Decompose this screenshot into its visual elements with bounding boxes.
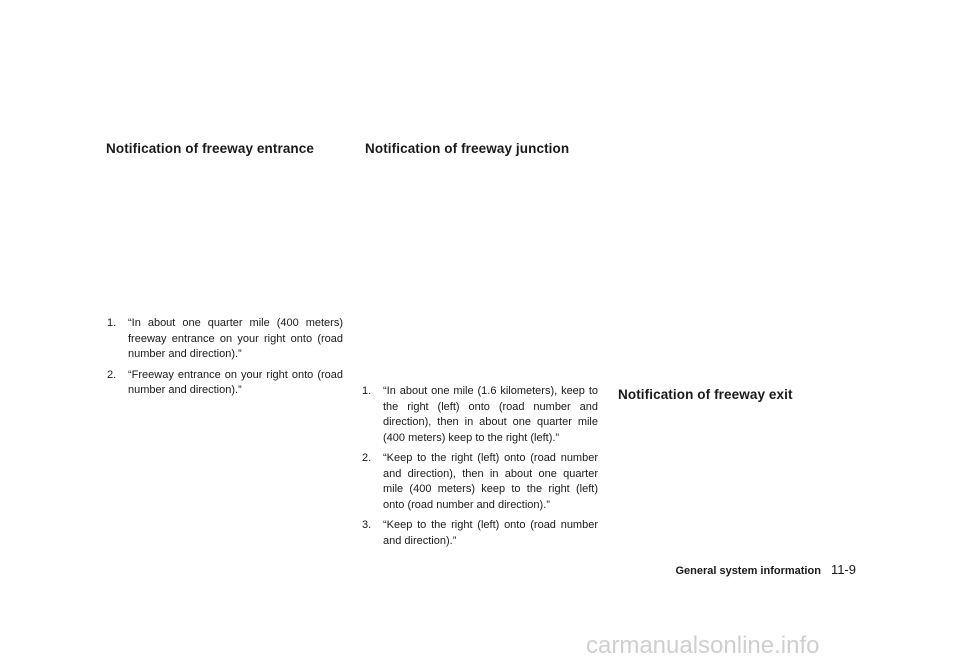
heading-freeway-junction: Notification of freeway junction [365,141,570,156]
page-footer [675,562,856,577]
list-item [362,518,598,549]
list-text: “Freeway entrance on your right onto (road number and direction).” [128,368,343,396]
list-number: 1. [362,385,372,397]
list-item [362,384,598,446]
list-text: “In about one mile (1.6 kilometers), keep to the right (left) onto (road number and direction), then in about one quarter mile (400 meters) keep to the right (left).” [383,385,598,444]
list-number: 2. [362,452,372,464]
list-item [362,451,598,513]
list-text: “Keep to the right (left) onto (road number and direction), then in about one quarter mile (400 meters) keep to the right (left) onto (road number and direction).” [383,452,598,511]
list-text: “Keep to the right (left) onto (road number and direction).” [383,519,598,547]
list-item [107,316,343,363]
heading-freeway-entrance: Notification of freeway entrance [106,141,314,156]
list-number: 2. [107,368,117,381]
page-number: 11-9 [830,562,856,577]
heading-freeway-exit: Notification of freeway exit [618,387,793,402]
list-number: 1. [107,317,117,329]
list-item [107,368,343,399]
list-number: 3. [362,519,372,531]
junction-list [362,384,598,554]
list-text: “In about one quarter mile (400 meters) freeway entrance on your right onto (road number and direction).” [128,317,343,360]
footer-section-title: General system information [675,565,821,577]
watermark: carmanualsonline.info [586,632,820,659]
entrance-list [107,316,343,404]
